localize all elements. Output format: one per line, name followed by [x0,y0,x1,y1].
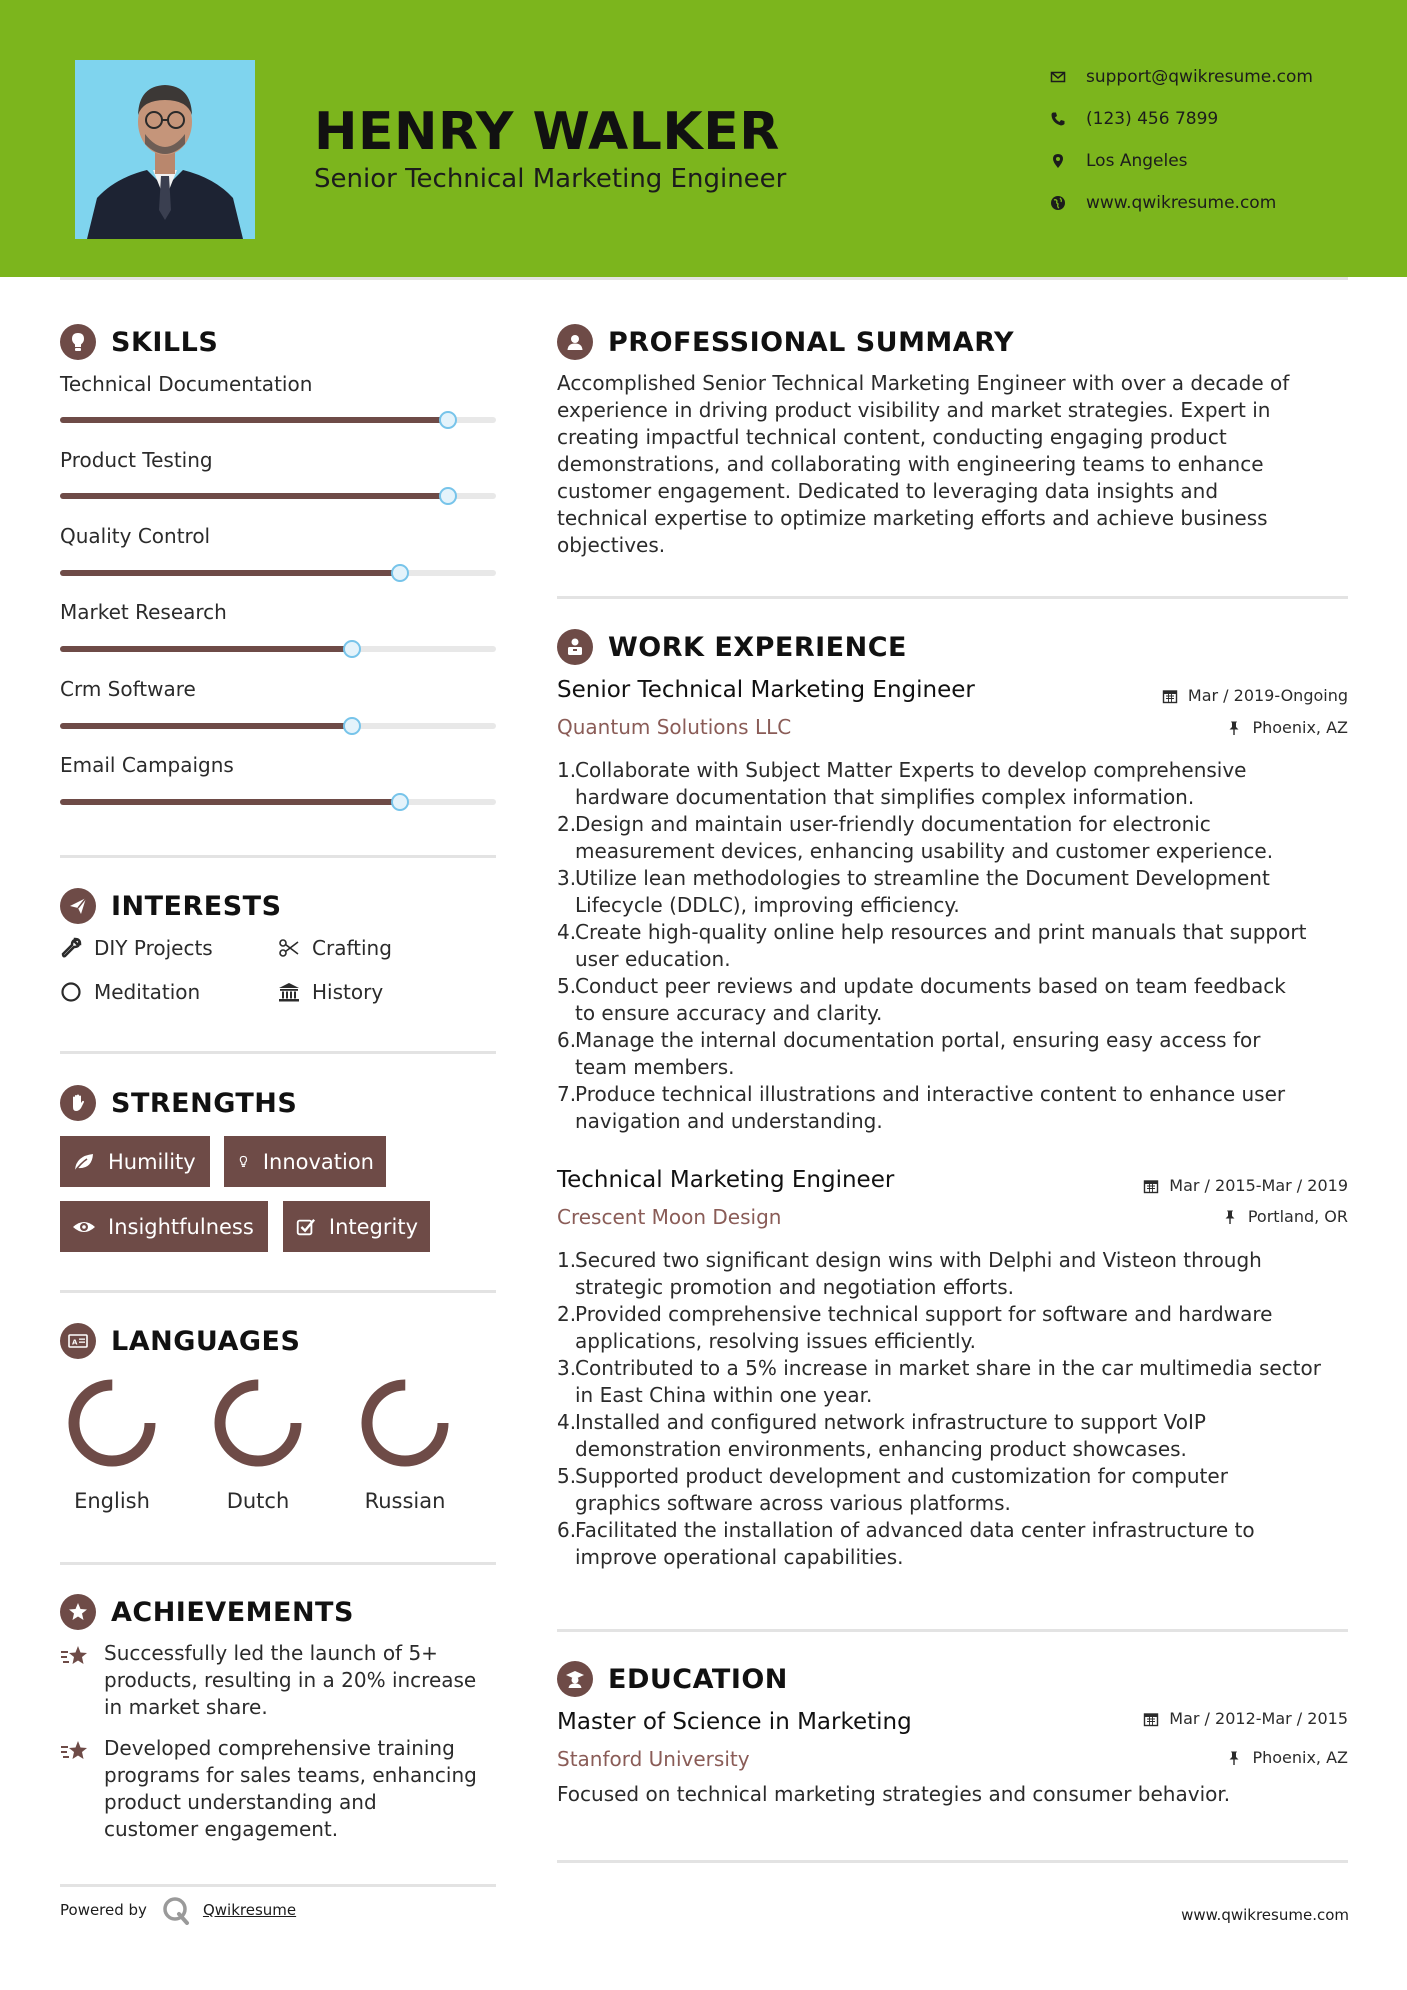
job-duty-item: 3. Contributed to a 5% increase in market share in the car multimedia sector in East China within one year. [557,1356,1321,1407]
job-date: Mar / 2019-Ongoing [1162,686,1348,705]
qwikresume-logo-icon [161,1895,191,1925]
interests-heading: INTERESTS [60,888,282,924]
job-location: Portland, OR [1222,1207,1348,1226]
job-duty-item: 4. Installed and configured network infrastructure to support VoIP demonstration environments, enhancing product showcases. [557,1410,1206,1461]
interest-item: DIY Projects [60,936,213,960]
map-marker-icon [1050,153,1066,169]
contact-website[interactable]: www.qwikresume.com [1050,182,1313,224]
section-divider [557,1629,1348,1632]
job-duty-item: 5. Conduct peer reviews and update documents based on team feedback to ensure accuracy and clarity. [557,974,1286,1025]
profile-photo [75,60,255,239]
bank-icon [278,981,300,1003]
section-divider [60,1562,496,1565]
pushpin-icon [1226,1750,1242,1766]
strengths-heading: STRENGTHS [60,1085,297,1121]
contact-list [1050,56,1313,224]
contact-email[interactable]: support@qwikresume.com [1050,56,1313,98]
skill-bar-knob [439,487,457,505]
summary-heading: PROFESSIONAL SUMMARY [557,324,1014,360]
skill-bar [60,723,496,729]
languages-heading: A LANGUAGES [60,1323,300,1359]
skill-bar-knob [343,640,361,658]
skill-bar [60,417,496,423]
job-duty-item: 6. Manage the internal documentation portal, ensuring easy access for team members. [557,1028,1261,1079]
pushpin-icon [1226,720,1242,736]
section-divider [557,1860,1348,1863]
calendar-icon [1143,1178,1159,1194]
skill-label: Email Campaigns [60,753,234,777]
user-icon [557,324,593,360]
strength-chip: Integrity [283,1201,430,1252]
skill-label: Product Testing [60,448,213,472]
shooting-star-icon [60,1644,90,1670]
section-divider [557,596,1348,599]
star-badge-icon [60,1594,96,1630]
interest-item: Crafting [278,936,392,960]
wrench-icon [60,937,82,959]
circle-icon [60,981,82,1003]
job-role: Technical Marketing Engineer [557,1167,895,1193]
education-heading: EDUCATION [557,1661,788,1697]
skill-label: Market Research [60,600,227,624]
strength-chip: Humility [60,1136,210,1187]
footer-powered-by: Powered by Qwikresume [60,1895,296,1925]
lightbulb-icon [60,324,96,360]
education-school: Stanford University [557,1747,750,1771]
achievement-item: Developed comprehensive training programs for sales teams, enhancing product understanding and customer engagement. [60,1735,500,1843]
language-ring-arc [74,1385,150,1461]
education-date: Mar / 2012-Mar / 2015 [1143,1709,1348,1728]
skill-bar-knob [439,411,457,429]
section-divider [60,1290,496,1293]
scissors-icon [278,937,300,959]
envelope-icon [1050,69,1066,85]
section-divider [60,1884,496,1887]
language-item: Russian [345,1373,465,1513]
skill-label: Quality Control [60,524,211,548]
graduate-icon [557,1661,593,1697]
achievement-item: Successfully led the launch of 5+ products, resulting in a 20% increase in market share. [60,1640,500,1721]
language-item: English [52,1373,172,1513]
skill-bar [60,799,496,805]
skill-label: Technical Documentation [60,372,313,396]
lightbulb-icon [236,1150,251,1174]
candidate-name: HENRY WALKER [314,102,780,162]
paper-plane-icon [60,888,96,924]
job-duty-item: 4. Create high-quality online help resources and print manuals that support user education. [557,920,1307,971]
language-ring [62,1373,162,1473]
skill-bar [60,493,496,499]
pushpin-icon [1222,1209,1238,1225]
phone-icon [1050,111,1066,127]
interest-item: History [278,980,383,1004]
calendar-icon [1162,688,1178,704]
hand-icon [60,1085,96,1121]
skill-bar-knob [391,564,409,582]
job-duty-item: 5. Supported product development and customization for computer graphics software across various platforms. [557,1464,1228,1515]
job-location: Phoenix, AZ [1226,718,1348,737]
summary-text: Accomplished Senior Technical Marketing Engineer with over a decade of experience in driving product visibility and market strategies. Expert in creating impactful technical content, conducting engaging product demonstrations, and collaborating with engineering teams to enhance customer engagement. Dedicated to leveraging data insights and technical expertise to optimize marketing efforts and achieve business objectives. [557,371,1290,557]
skill-label: Crm Software [60,677,196,701]
job-duty-item: 6. Facilitated the installation of advanced data center infrastructure to improve operational capabilities. [557,1518,1255,1569]
experience-heading: WORK EXPERIENCE [557,629,907,665]
leaf-icon [72,1150,96,1174]
skill-bar-knob [343,717,361,735]
language-ring [355,1373,455,1473]
job-date: Mar / 2015-Mar / 2019 [1143,1176,1348,1195]
skill-bar-knob [391,793,409,811]
education-description: Focused on technical marketing strategies and consumer behavior. [557,1782,1231,1806]
section-divider [60,855,496,858]
job-duty-item: 3. Utilize lean methodologies to streamline the Document Development Lifecycle (DDLC), improving efficiency. [557,866,1270,917]
skill-bar [60,646,496,652]
strength-chip: Innovation [224,1136,386,1187]
education-degree: Master of Science in Marketing [557,1709,912,1735]
job-duty-item: 2. Provided comprehensive technical support for software and hardware applications, resolving issues efficiently. [557,1302,1273,1353]
svg-text:A: A [72,1338,78,1347]
job-duty-item: 1. Secured two significant design wins with Delphi and Visteon through strategic promotion and negotiation efforts. [557,1248,1262,1299]
eye-icon [72,1215,96,1239]
interest-item: Meditation [60,980,200,1004]
job-duties-list [557,757,1357,1135]
job-duties-list [557,1247,1357,1571]
skills-heading: SKILLS [60,324,218,360]
education-location: Phoenix, AZ [1226,1748,1348,1767]
language-ring [208,1373,308,1473]
globe-icon [1050,195,1066,211]
candidate-title: Senior Technical Marketing Engineer [314,164,787,194]
qwikresume-link[interactable]: Qwikresume [202,1901,297,1919]
language-ring-arc [220,1385,296,1461]
contact-location: Los Angeles [1050,140,1313,182]
achievements-heading: ACHIEVEMENTS [60,1594,354,1630]
calendar-icon [1143,1711,1159,1727]
shooting-star-icon [60,1739,90,1765]
job-duty-item: 7. Produce technical illustrations and interactive content to enhance user navigation and understanding. [557,1082,1286,1133]
check-square-icon [295,1215,317,1239]
language-ring-arc [367,1385,443,1461]
strength-chip: Insightfulness [60,1201,268,1252]
briefcase-user-icon [557,629,593,665]
job-duty-item: 2. Design and maintain user-friendly documentation for electronic measurement devices, enhancing usability and customer experience. [557,812,1274,863]
section-divider [60,1051,496,1054]
contact-phone[interactable]: (123) 456 7899 [1050,98,1313,140]
job-role: Senior Technical Marketing Engineer [557,677,975,703]
language-item: Dutch [198,1373,318,1513]
job-company: Quantum Solutions LLC [557,715,792,739]
header-divider [60,277,1348,280]
job-company: Crescent Moon Design [557,1205,782,1229]
job-duty-item: 1. Collaborate with Subject Matter Experts to develop comprehensive hardware documentation that simplifies complex information. [557,758,1247,809]
language-icon [60,1323,96,1359]
skill-bar [60,570,496,576]
footer-website[interactable]: www.qwikresume.com [1181,1906,1349,1924]
